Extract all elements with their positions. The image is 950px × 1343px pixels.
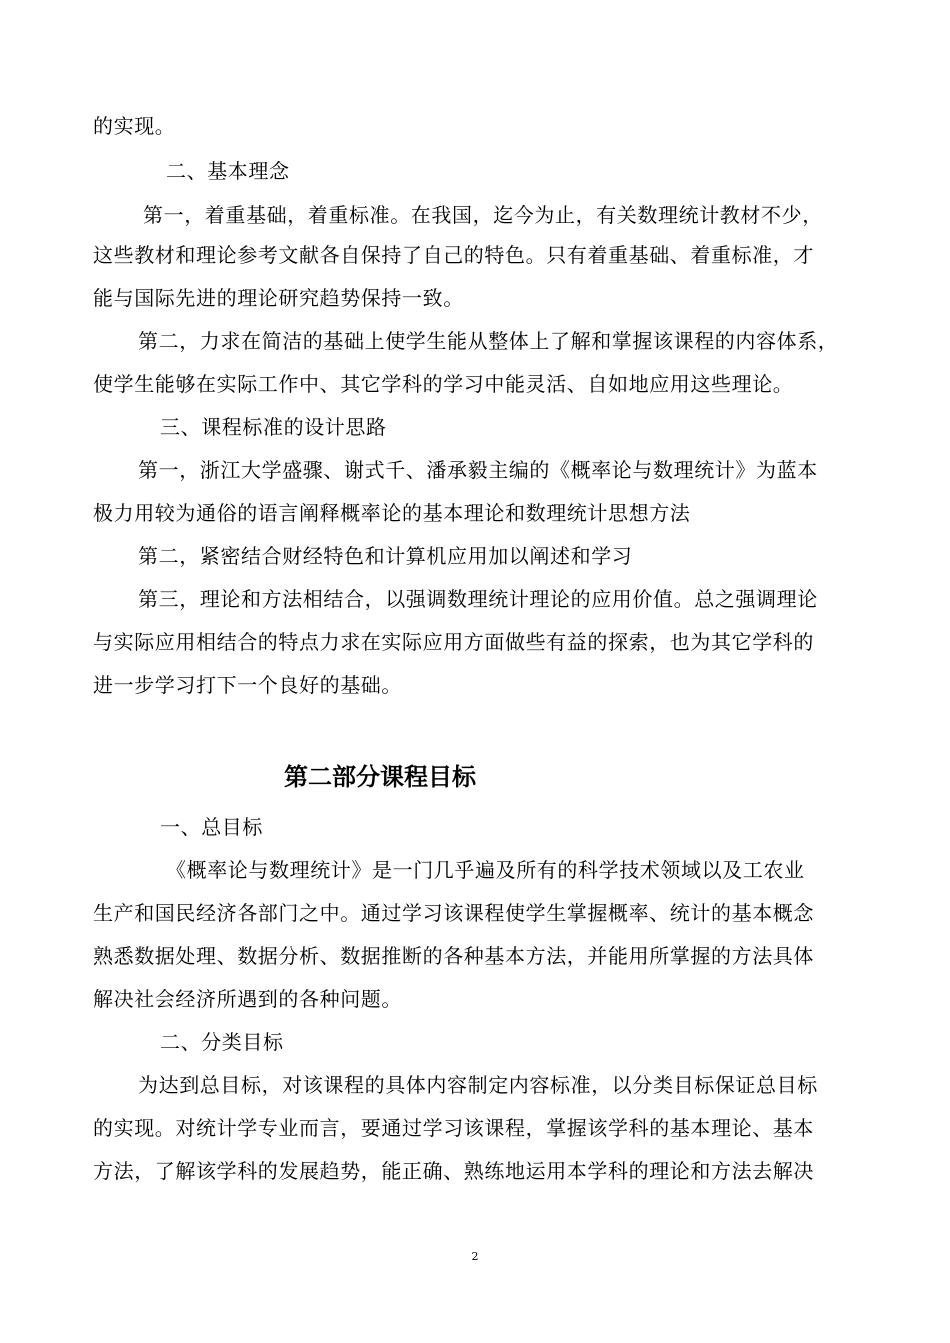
text-line: 第一，浙江大学盛骤、谢式千、潘承毅主编的《概率论与数理统计》为蓝本 <box>138 458 818 482</box>
subheading-overall-goal: 一、总目标 <box>160 815 263 839</box>
text-line: 第一，着重基础，着重标准。在我国，迄今为止，有关数理统计教材不少， <box>143 203 823 227</box>
text-line: 解决社会经济所遇到的各种问题。 <box>93 987 402 1011</box>
text-line: 为达到总目标，对该课程的具体内容制定内容标准，以分类目标保证总目标 <box>138 1073 818 1097</box>
subheading-category-goals: 二、分类目标 <box>160 1030 284 1054</box>
text-line: 《概率论与数理统计》是一门几乎遍及所有的科学技术领域以及工农业 <box>166 858 805 882</box>
text-line: 极力用较为通俗的语言阐释概率论的基本理论和数理统计思想方法 <box>93 501 691 525</box>
text-line: 第二，力求在简洁的基础上使学生能从整体上了解和掌握该课程的内容体系， <box>138 329 839 353</box>
text-line: 这些教材和理论参考文献各自保持了自己的特色。只有着重基础、着重标准，才 <box>93 243 814 267</box>
text-line: 第三，理论和方法相结合，以强调数理统计理论的应用价值。总之强调理论 <box>138 587 818 611</box>
text-line: 使学生能够在实际工作中、其它学科的学习中能灵活、自如地应用这些理论。 <box>93 372 794 396</box>
text-line: 熟悉数据处理、数据分析、数据推断的各种基本方法，并能用所掌握的方法具体 <box>93 944 814 968</box>
text-line: 与实际应用相结合的特点力求在实际应用方面做些有益的探索，也为其它学科的 <box>93 630 814 654</box>
text-line: 的实现。对统计学专业而言，要通过学习该课程，掌握该学科的基本理论、基本 <box>93 1116 814 1140</box>
section-title: 第二部分课程目标 <box>284 763 476 791</box>
subheading-design-ideas: 三、课程标准的设计思路 <box>160 415 387 439</box>
text-line: 能与国际先进的理论研究趋势保持一致。 <box>93 286 464 310</box>
page-number: 2 <box>471 1250 479 1263</box>
subheading-basic-concepts: 二、基本理念 <box>166 159 290 183</box>
text-line: 第二，紧密结合财经特色和计算机应用加以阐述和学习 <box>138 544 633 568</box>
text-line: 的实现。 <box>93 114 176 138</box>
text-line: 生产和国民经济各部门之中。通过学习该课程使学生掌握概率、统计的基本概念 <box>93 901 814 925</box>
text-line: 进一步学习打下一个良好的基础。 <box>93 673 402 697</box>
text-line: 方法，了解该学科的发展趋势，能正确、熟练地运用本学科的理论和方法去解决 <box>93 1159 814 1183</box>
